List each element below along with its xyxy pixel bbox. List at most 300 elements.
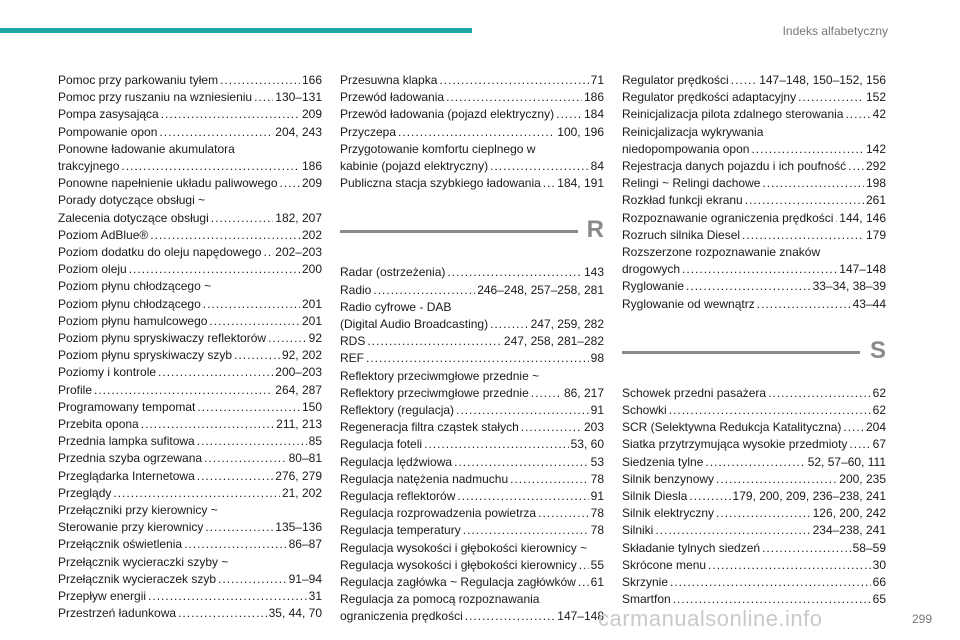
entry-pages: 209 <box>301 176 322 191</box>
dot-leader <box>669 402 871 419</box>
entry-term: Przełącznik wycieraczek szyb <box>58 571 217 586</box>
entry-term: Profile <box>58 382 93 397</box>
entry-pages: 211, 213 <box>276 417 322 432</box>
index-entry <box>622 436 886 453</box>
entry-pages: 147–148, 150–152, 156 <box>759 73 886 87</box>
index-entry-line: Poziom płynu chłodzącego ~ <box>58 279 212 294</box>
dot-leader <box>141 416 274 433</box>
dot-leader <box>538 505 589 522</box>
index-entry <box>622 454 886 471</box>
index-entry <box>58 416 322 433</box>
index-entry <box>340 436 604 453</box>
entry-term: REF <box>340 351 364 366</box>
index-entry <box>340 106 604 123</box>
index-entry <box>622 175 886 192</box>
dot-leader <box>705 454 805 471</box>
index-entry-line: Ponowne ładowanie akumulatora <box>58 141 235 156</box>
index-entry <box>622 106 886 123</box>
entry-term: Przyczepa <box>340 124 397 139</box>
index-entry <box>340 72 604 89</box>
dot-leader <box>521 419 582 436</box>
index-entry <box>622 210 886 227</box>
entry-term: Silniki <box>622 523 654 538</box>
entry-term: Schowki <box>622 403 667 418</box>
section-divider <box>340 216 604 256</box>
index-entry <box>58 210 322 227</box>
entry-pages: 234–238, 241 <box>812 523 886 538</box>
entry-term: Skrzynie <box>622 575 669 590</box>
entry-term: Programowany tempomat <box>58 399 196 414</box>
dot-leader <box>446 89 582 106</box>
entry-pages: 62 <box>872 385 886 400</box>
dot-leader <box>447 264 582 281</box>
dot-leader <box>848 158 864 175</box>
entry-term: Ryglowanie <box>622 279 685 294</box>
entry-term: SCR (Selektywna Redukcja Katalityczna) <box>622 420 842 435</box>
entry-term: RDS <box>340 334 366 349</box>
index-entry <box>58 571 322 588</box>
entry-term: Poziom AdBlue® <box>58 227 149 242</box>
index-entry <box>622 505 886 522</box>
dot-leader <box>457 488 588 505</box>
dot-leader <box>205 519 273 536</box>
entry-term: Regulacja natężenia nadmuchu <box>340 471 509 486</box>
entry-term: Przebita opona <box>58 417 139 432</box>
index-entry-line: Radio cyfrowe - DAB <box>340 299 452 314</box>
dot-leader <box>510 471 589 488</box>
entry-pages: 92, 202 <box>281 348 322 363</box>
index-entry <box>340 608 604 625</box>
entry-pages: 200, 235 <box>839 471 886 486</box>
index-entry <box>58 382 322 399</box>
dot-leader <box>843 419 864 436</box>
dot-leader <box>268 330 307 347</box>
entry-pages: 85 <box>308 434 322 449</box>
index-entry <box>58 588 322 605</box>
dot-leader <box>150 227 300 244</box>
dot-leader <box>578 574 589 591</box>
entry-pages: 261 <box>865 193 886 208</box>
entry-term: Regulacja lędźwiowa <box>340 454 453 469</box>
dot-leader <box>161 106 300 123</box>
entry-pages: 200–203 <box>275 365 322 380</box>
entry-term: ograniczenia prędkości <box>340 609 463 624</box>
entry-pages: 276, 279 <box>275 468 322 483</box>
dot-leader <box>184 536 287 553</box>
entry-term: Poziom oleju <box>58 262 127 277</box>
index-entry <box>622 72 886 89</box>
entry-term: Regulator prędkości <box>622 73 729 87</box>
dot-leader <box>254 89 273 106</box>
entry-term: Poziom płynu spryskiwaczy szyb <box>58 348 233 363</box>
entry-term: Przepływ energii <box>58 589 147 604</box>
dot-leader <box>204 450 287 467</box>
entry-pages: 30 <box>872 557 886 572</box>
dot-leader <box>209 313 300 330</box>
dot-leader <box>543 175 555 192</box>
dot-leader <box>762 175 864 192</box>
dot-leader <box>579 557 589 574</box>
entry-term: Schowek przedni pasażera <box>622 385 767 400</box>
entry-pages: 246–248, 257–258, 281 <box>477 282 604 297</box>
index-entry <box>340 175 604 192</box>
entry-term: Poziom dodatku do oleju napędowego <box>58 245 262 260</box>
entry-pages: 142 <box>865 141 886 156</box>
index-entry <box>340 574 604 591</box>
entry-term: Silnik benzynowy <box>622 471 715 486</box>
entry-pages: 84 <box>590 159 604 174</box>
index-entry-line: Porady dotyczące obsługi ~ <box>58 193 206 208</box>
dot-leader <box>531 385 562 402</box>
entry-pages: 52, 57–60, 111 <box>807 454 886 469</box>
entry-pages: 86, 217 <box>563 385 604 400</box>
dot-leader <box>113 485 280 502</box>
entry-term: Pompowanie opon <box>58 124 158 139</box>
entry-term: Regulacja zagłówka ~ Regulacja zagłówków <box>340 575 576 590</box>
index-entry <box>622 192 886 209</box>
entry-pages: 135–136 <box>275 520 322 535</box>
entry-pages: 78 <box>590 523 604 538</box>
index-entry-line: Reinicjalizacja wykrywania <box>622 124 764 139</box>
dot-leader <box>280 175 300 192</box>
entry-pages: 62 <box>872 403 886 418</box>
dot-leader <box>197 399 300 416</box>
entry-pages: 198 <box>865 176 886 191</box>
entry-term: Pompa zasysająca <box>58 107 159 122</box>
entry-term: Regulacja rozprowadzenia powietrza <box>340 506 537 521</box>
entry-pages: 78 <box>590 471 604 486</box>
entry-term: Przełącznik oświetlenia <box>58 537 183 552</box>
index-entry <box>340 522 604 539</box>
entry-term: Smartfon <box>622 592 671 607</box>
entry-pages: 126, 200, 242 <box>812 506 886 521</box>
index-column-1 <box>58 72 322 623</box>
page-number: 299 <box>911 612 932 626</box>
entry-term: Przeglądarka Internetowa <box>58 468 195 483</box>
index-entry <box>340 454 604 471</box>
index-entry <box>340 402 604 419</box>
entry-pages: 147–148 <box>557 609 604 624</box>
index-entry <box>622 227 886 244</box>
entry-pages: 80–81 <box>288 451 322 466</box>
dot-leader <box>490 316 529 333</box>
section-letter: R <box>586 216 604 244</box>
entry-term: Regulacja wysokości i głębokości kierownicy <box>340 557 577 572</box>
entry-pages: 179 <box>865 227 886 242</box>
index-entry <box>340 282 604 299</box>
index-entry <box>340 316 604 333</box>
entry-pages: 100, 196 <box>557 124 604 139</box>
entry-pages: 65 <box>872 592 886 607</box>
entry-term: Skrócone menu <box>622 557 707 572</box>
index-entry <box>622 540 886 557</box>
entry-term: Przednia szyba ogrzewana <box>58 451 203 466</box>
entry-term: Relingi ~ Relingi dachowe <box>622 176 761 191</box>
index-entry <box>340 333 604 350</box>
entry-pages: 186 <box>301 159 322 174</box>
dot-leader <box>234 347 280 364</box>
index-entry-line: Reflektory przeciwmgłowe przednie ~ <box>340 368 540 383</box>
dot-leader <box>742 227 864 244</box>
entry-term: Reinicjalizacja pilota zdalnego sterowania <box>622 107 844 122</box>
entry-pages: 91 <box>590 403 604 418</box>
index-entry <box>340 89 604 106</box>
index-entry <box>58 399 322 416</box>
index-entry <box>340 488 604 505</box>
dot-leader <box>745 192 864 209</box>
dot-leader <box>682 261 837 278</box>
dot-leader <box>439 72 588 89</box>
entry-term: Siatka przytrzymująca wysokie przedmioty <box>622 437 848 452</box>
entry-term: Sterowanie przy kierownicy <box>58 520 204 535</box>
dot-leader <box>220 72 300 89</box>
dot-leader <box>94 382 273 399</box>
entry-term: Regulacja temperatury <box>340 523 461 538</box>
entry-pages: 78 <box>590 506 604 521</box>
entry-pages: 98 <box>590 351 604 366</box>
entry-term: Przewód ładowania <box>340 90 445 105</box>
dot-leader <box>670 574 871 591</box>
entry-term: Radar (ostrzeżenia) <box>340 265 446 280</box>
entry-term: Publiczna stacja szybkiego ładowania <box>340 176 541 191</box>
index-column-2 <box>340 72 604 626</box>
index-entry <box>340 264 604 281</box>
index-entry <box>622 402 886 419</box>
dot-leader <box>689 488 730 505</box>
entry-term: (Digital Audio Broadcasting) <box>340 317 489 332</box>
dot-leader <box>757 296 851 313</box>
dot-leader <box>197 468 274 485</box>
entry-term: Pomoc przy parkowaniu tyłem <box>58 73 219 87</box>
index-entry <box>340 557 604 574</box>
dot-leader <box>835 210 837 227</box>
index-entry <box>58 296 322 313</box>
entry-pages: 143 <box>583 265 604 280</box>
entry-pages: 147–148 <box>839 262 886 277</box>
entry-pages: 184 <box>583 107 604 122</box>
entry-pages: 201 <box>301 296 322 311</box>
dot-leader <box>456 402 589 419</box>
index-entry <box>58 433 322 450</box>
dot-leader <box>148 588 307 605</box>
entry-term: Rozpoznawanie ograniczenia prędkości <box>622 210 834 225</box>
dot-leader <box>655 522 810 539</box>
dot-leader <box>751 141 864 158</box>
entry-term: Poziom płynu hamulcowego <box>58 313 208 328</box>
entry-pages: 179, 200, 209, 236–238, 241 <box>732 489 886 504</box>
entry-pages: 67 <box>872 437 886 452</box>
entry-term: Poziomy i kontrole <box>58 365 157 380</box>
index-entry <box>622 296 886 313</box>
dot-leader <box>454 454 589 471</box>
entry-term: Rozkład funkcji ekranu <box>622 193 743 208</box>
index-entry <box>58 519 322 536</box>
index-entry <box>340 419 604 436</box>
entry-term: Regeneracja filtra cząstek stałych <box>340 420 519 435</box>
entry-pages: 182, 207 <box>275 210 322 225</box>
index-entry-line: Przygotowanie komfortu cieplnego w <box>340 141 536 156</box>
entry-term: Przestrzeń ładunkowa <box>58 606 177 621</box>
entry-pages: 202–203 <box>275 245 322 260</box>
index-entry <box>58 347 322 364</box>
entry-pages: 130–131 <box>275 90 322 105</box>
section-rule <box>622 351 860 354</box>
index-entry <box>340 350 604 367</box>
entry-pages: 203 <box>583 420 604 435</box>
index-entry <box>58 175 322 192</box>
index-entry <box>622 158 886 175</box>
section-header-title: Indeks alfabetyczny <box>782 24 888 38</box>
entry-term: Składanie tylnych siedzeń <box>622 540 761 555</box>
dot-leader <box>398 124 555 141</box>
entry-pages: 201 <box>301 313 322 328</box>
entry-term: Regulacja reflektorów <box>340 489 456 504</box>
index-entry <box>622 522 886 539</box>
dot-leader <box>708 557 871 574</box>
index-entry <box>58 227 322 244</box>
entry-pages: 61 <box>590 575 604 590</box>
entry-pages: 55 <box>590 557 604 572</box>
entry-term: Ponowne napełnienie układu paliwowego <box>58 176 278 191</box>
entry-term: Silnik elektryczny <box>622 506 715 521</box>
entry-term: Przesuwna klapka <box>340 73 438 87</box>
dot-leader <box>465 608 556 625</box>
dot-leader <box>490 158 589 175</box>
entry-term: trakcyjnego <box>58 159 120 174</box>
entry-pages: 53, 60 <box>570 437 604 452</box>
index-entry <box>622 385 886 402</box>
index-entry-line: Przełączniki przy kierownicy ~ <box>58 503 218 518</box>
entry-term: Reflektory przeciwmgłowe przednie <box>340 385 529 400</box>
index-entry <box>58 72 322 89</box>
entry-pages: 92 <box>308 331 322 346</box>
index-entry-line: Regulacja wysokości i głębokości kierownicy ~ <box>340 540 588 555</box>
index-entry <box>58 450 322 467</box>
index-entry <box>622 471 886 488</box>
index-entry <box>58 89 322 106</box>
index-entry <box>58 536 322 553</box>
entry-term: Przeglądy <box>58 485 112 500</box>
entry-term: Regulator prędkości adaptacyjny <box>622 90 797 105</box>
dot-leader <box>211 210 274 227</box>
watermark-text: carmanualsonline.info <box>598 606 823 631</box>
index-entry <box>58 106 322 123</box>
index-entry <box>340 505 604 522</box>
entry-pages: 53 <box>590 454 604 469</box>
entry-pages: 21, 202 <box>281 485 322 500</box>
entry-pages: 152 <box>865 90 886 105</box>
index-entry <box>58 158 322 175</box>
dot-leader <box>178 605 267 622</box>
entry-term: Rozruch silnika Diesel <box>622 227 741 242</box>
entry-term: kabinie (pojazd elektryczny) <box>340 159 489 174</box>
dot-leader <box>159 124 273 141</box>
index-entry <box>58 364 322 381</box>
entry-pages: 42 <box>872 107 886 122</box>
dot-leader <box>121 158 300 175</box>
index-entry <box>622 574 886 591</box>
index-entry <box>58 468 322 485</box>
entry-term: Silnik Diesla <box>622 489 688 504</box>
entry-pages: 66 <box>872 575 886 590</box>
entry-term: drogowych <box>622 262 681 277</box>
entry-pages: 204 <box>865 420 886 435</box>
dot-leader <box>129 261 300 278</box>
entry-pages: 91–94 <box>288 571 322 586</box>
dot-leader <box>768 385 871 402</box>
dot-leader <box>158 364 273 381</box>
index-entry <box>622 488 886 505</box>
entry-pages: 43–44 <box>852 296 886 311</box>
entry-pages: 200 <box>301 262 322 277</box>
entry-pages: 264, 287 <box>275 382 322 397</box>
section-rule <box>340 230 578 233</box>
dot-leader <box>849 436 870 453</box>
entry-pages: 186 <box>583 90 604 105</box>
index-entry <box>58 605 322 622</box>
dot-leader <box>556 106 582 123</box>
entry-pages: 144, 146 <box>839 210 886 225</box>
entry-pages: 292 <box>865 159 886 174</box>
entry-pages: 91 <box>590 489 604 504</box>
index-entry-line: Przełącznik wycieraczki szyby ~ <box>58 554 229 569</box>
dot-leader <box>463 522 589 539</box>
section-letter: S <box>869 336 886 364</box>
entry-pages: 33–34, 38–39 <box>812 279 886 294</box>
index-entry <box>622 141 886 158</box>
index-entry <box>58 244 322 261</box>
entry-pages: 247, 259, 282 <box>530 317 604 332</box>
index-entry <box>340 124 604 141</box>
entry-term: Pomoc przy ruszaniu na wzniesieniu <box>58 90 253 105</box>
entry-term: Ryglowanie od wewnątrz <box>622 296 755 311</box>
entry-term: Zalecenia dotyczące obsługi <box>58 210 209 225</box>
dot-leader <box>218 571 287 588</box>
entry-pages: 150 <box>301 399 322 414</box>
entry-term: Rejestracja danych pojazdu i ich poufność <box>622 159 847 174</box>
entry-pages: 31 <box>308 589 322 604</box>
index-column-3 <box>622 72 886 608</box>
index-entry-line: Rozszerzone rozpoznawanie znaków <box>622 245 821 260</box>
entry-term: Reflektory (regulacja) <box>340 403 455 418</box>
index-entry <box>340 385 604 402</box>
entry-term: niedopompowania opon <box>622 141 750 156</box>
entry-pages: 35, 44, 70 <box>268 606 322 621</box>
entry-term: Przewód ładowania (pojazd elektryczny) <box>340 107 555 122</box>
dot-leader <box>845 106 870 123</box>
index-entry <box>622 419 886 436</box>
dot-leader <box>203 296 300 313</box>
index-entry <box>622 278 886 295</box>
entry-pages: 71 <box>590 73 604 87</box>
entry-pages: 202 <box>301 227 322 242</box>
entry-term: Przednia lampka sufitowa <box>58 434 195 449</box>
index-entry <box>622 261 886 278</box>
dot-leader <box>716 505 811 522</box>
dot-leader <box>716 471 837 488</box>
index-entry <box>340 158 604 175</box>
dot-leader <box>686 278 811 295</box>
header-accent-bar <box>0 28 472 33</box>
dot-leader <box>798 89 864 106</box>
entry-term: Regulacja foteli <box>340 437 423 452</box>
entry-pages: 184, 191 <box>557 176 604 191</box>
entry-term: Poziom płynu spryskiwaczy reflektorów <box>58 331 267 346</box>
entry-term: Siedzenia tylne <box>622 454 704 469</box>
entry-pages: 209 <box>301 107 322 122</box>
entry-pages: 58–59 <box>852 540 886 555</box>
entry-pages: 166 <box>301 73 322 87</box>
